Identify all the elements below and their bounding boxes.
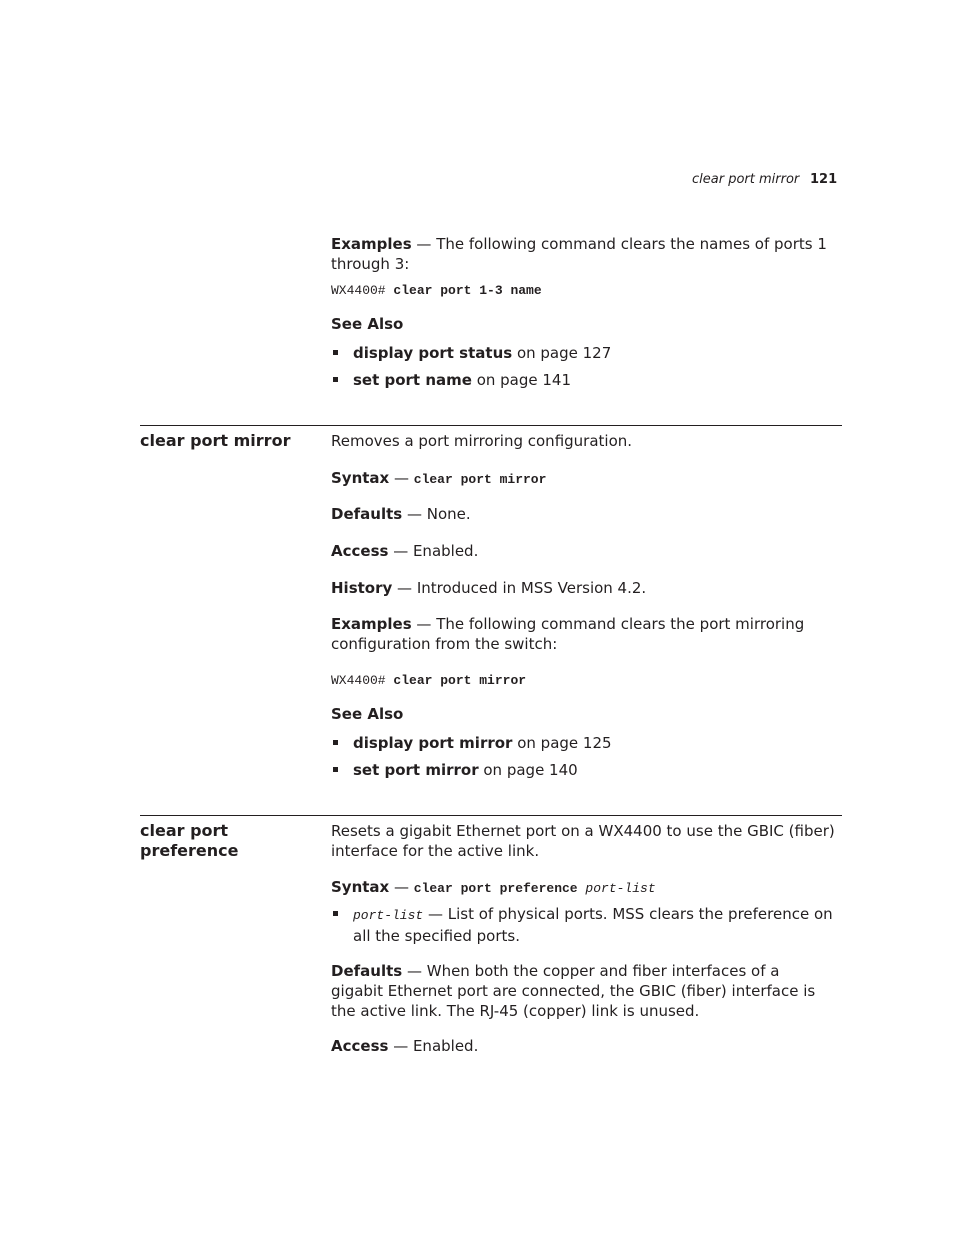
link-command[interactable]: set port mirror [353,761,479,779]
see-also-heading: See Also [331,705,404,723]
syntax-command: clear port mirror [413,472,547,487]
link-page-ref: on page 140 [478,761,578,779]
defaults-text: — None. [402,505,471,523]
page-number: 121 [810,172,838,187]
running-header-title: clear port mirror [692,172,800,187]
bullet-icon [333,911,338,916]
defaults-text: — When both the copper and fiber interfaces of a gigabit Ethernet port are connected, the GBIC (fiber) interface is the active link. The RJ-45 (copper) link is unused. [331,962,816,1020]
see-also-item [331,733,836,753]
code-example [331,673,526,688]
bullet-icon [333,377,338,382]
syntax-argument: port-list [585,881,656,896]
preference-defaults [331,961,836,1021]
bullet-icon [333,350,338,355]
mirror-examples [331,614,836,654]
preference-description: Resets a gigabit Ethernet port on a WX4400 to use the GBIC (fiber) interface for the active link. [331,822,835,860]
defaults-label: Defaults [331,962,403,980]
syntax-dash: — [389,878,414,896]
access-label: Access [331,1037,389,1055]
preference-access [331,1036,836,1056]
parameter-description: — List of physical ports. MSS clears the preference on all the specified ports. [353,905,833,945]
bullet-icon [333,740,338,745]
link-page-ref: on page 125 [512,734,612,752]
examples-text: — The following command clears the names of ports 1 through 3: [331,235,827,273]
link-command[interactable]: set port name [353,371,472,389]
see-also-item [331,370,836,390]
mirror-description: Removes a port mirroring configuration. [331,432,633,450]
section-heading-clear-port-preference [140,821,315,861]
defaults-label: Defaults [331,505,403,523]
examples-label: Examples [331,615,412,633]
code-prompt: WX4400# [331,283,394,298]
mirror-access [331,541,836,561]
preference-syntax [331,877,836,899]
history-label: History [331,579,393,597]
examples-text: — The following command clears the port mirroring configuration from the switch: [331,615,805,653]
see-also-item [331,760,836,780]
mirror-defaults [331,504,836,524]
syntax-label: Syntax [331,469,390,487]
link-page-ref: on page 141 [471,371,572,389]
see-also-heading: See Also [331,315,404,333]
code-command: clear port mirror [393,673,527,688]
section-divider [140,425,842,426]
examples-paragraph [331,234,836,274]
code-command: clear port 1-3 name [393,283,542,298]
mirror-syntax [331,468,836,490]
examples-label: Examples [331,235,412,253]
access-label: Access [331,542,389,560]
see-also-item [331,343,836,363]
syntax-label: Syntax [331,878,390,896]
link-command[interactable]: display port status [353,344,513,362]
mirror-history [331,578,836,598]
link-command[interactable]: display port mirror [353,734,513,752]
code-prompt: WX4400# [331,673,394,688]
heading-line: clear port [140,821,229,840]
heading-line: preference [140,841,239,860]
bullet-icon [333,767,338,772]
link-page-ref: on page 127 [512,344,612,362]
section-heading-clear-port-mirror: clear port mirror [140,431,291,450]
syntax-command: clear port preference [413,881,586,896]
parameter-name: port-list [353,908,424,923]
section-divider [140,815,842,816]
code-example [331,283,542,298]
history-text: — Introduced in MSS Version 4.2. [392,579,647,597]
access-text: — Enabled. [388,542,479,560]
syntax-dash: — [389,469,414,487]
parameter-item [331,904,836,946]
access-text: — Enabled. [388,1037,479,1055]
